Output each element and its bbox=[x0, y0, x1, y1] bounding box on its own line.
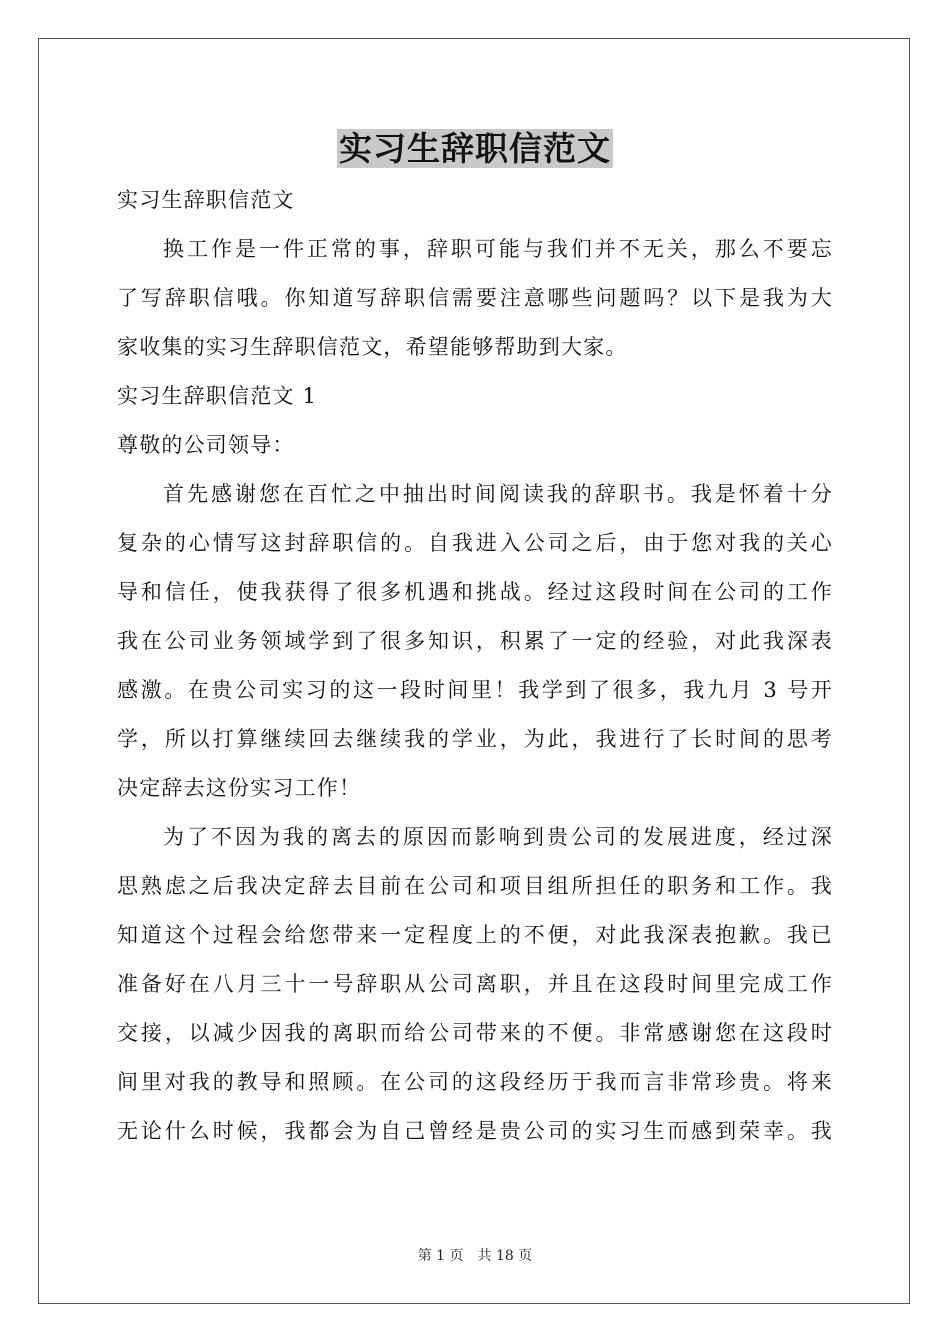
body-line: 间里对我的教导和照顾。在公司的这段经历于我而言非常珍贵。将来 bbox=[117, 1070, 833, 1094]
body-line: 换工作是一件正常的事，辞职可能与我们并不无关，那么不要忘 bbox=[163, 237, 833, 261]
body-line: 决定辞去这份实习工作！ bbox=[117, 776, 362, 800]
body-line: 无论什么时候，我都会为自己曾经是贵公司的实习生而感到荣幸。我 bbox=[117, 1119, 833, 1143]
body-line: 知道这个过程会给您带来一定程度上的不便，对此我深表抱歉。我已 bbox=[117, 923, 833, 947]
document-title bbox=[0, 125, 950, 173]
document-title-text: 实习生辞职信范文 bbox=[339, 129, 611, 168]
body-line: 准备好在八月三十一号辞职从公司离职，并且在这段时间里完成工作 bbox=[117, 972, 833, 996]
body-line: 了写辞职信哦。你知道写辞职信需要注意哪些问题吗？以下是我为大 bbox=[117, 286, 833, 310]
page-number-footer: 第 1 页 共 18 页 bbox=[417, 1248, 533, 1264]
body-line: 实习生辞职信范文 bbox=[117, 188, 295, 212]
body-line: 复杂的心情写这封辞职信的。自我进入公司之后，由于您对我的关心 bbox=[117, 531, 833, 555]
body-line: 实习生辞职信范文 1 bbox=[117, 384, 318, 408]
body-line: 为了不因为我的离去的原因而影响到贵公司的发展进度，经过深 bbox=[163, 825, 833, 849]
body-line: 交接，以减少因我的离职而给公司带来的不便。非常感谢您在这段时 bbox=[117, 1021, 833, 1045]
document-body bbox=[117, 176, 833, 1156]
body-line: 导和信任，使我获得了很多机遇和挑战。经过这段时间在公司的工作 bbox=[117, 580, 833, 604]
body-line: 首先感谢您在百忙之中抽出时间阅读我的辞职书。我是怀着十分 bbox=[163, 482, 833, 506]
body-line: 思熟虑之后我决定辞去目前在公司和项目组所担任的职务和工作。我 bbox=[117, 874, 833, 898]
body-line: 家收集的实习生辞职信范文，希望能够帮助到大家。 bbox=[117, 335, 628, 359]
body-line: 学，所以打算继续回去继续我的学业，为此，我进行了长时间的思考 bbox=[117, 727, 833, 751]
body-line: 感激。在贵公司实习的这一段时间里！我学到了很多，我九月 3 号开 bbox=[117, 678, 833, 702]
body-line: 我在公司业务领域学到了很多知识，积累了一定的经验，对此我深表 bbox=[117, 629, 833, 653]
body-line: 尊敬的公司领导： bbox=[117, 433, 295, 457]
